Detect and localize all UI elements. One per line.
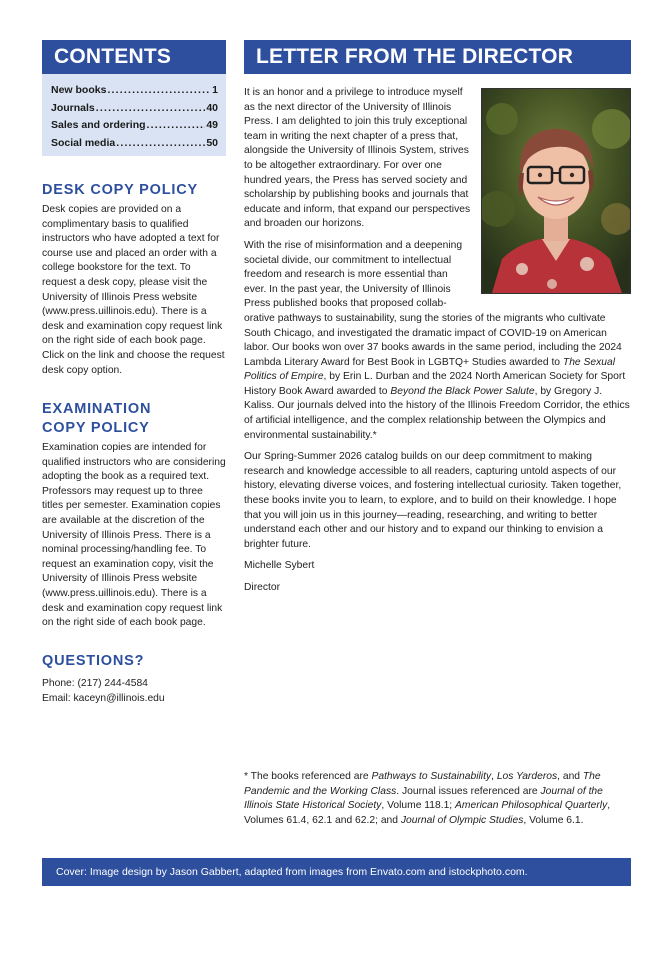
toc-leader-dots (96, 100, 206, 118)
text-run: orative pathways to sustainability, sung the stories of the migrants who cultivate South Chicago, and investigated the dramatic impact of COVID-19 on American labor. Our books won over 37 books awards in the same period, including the 2024 Lambda Literary Award for Best Book in LGBTQ+ Studies awarded to (244, 312, 622, 368)
toc-item-label: New books (51, 84, 107, 96)
toc-leader-dots (147, 117, 206, 135)
text-run: , Volume 6.1. (523, 814, 584, 826)
text-run: , and (557, 771, 583, 782)
letter-paragraph-2 (244, 239, 631, 443)
toc-item-page: 40 (206, 101, 218, 114)
letter-paragraph-3: Our Spring-Summer 2026 catalog builds on our deep commitment to making research and knowledge accessible to all readers, capturing untold aspects of our history, elevating diverse voices, and fostering intellectual curiosity. Taken together, these books invite you to learn, to explore, and to build on their knowledge. I hope that you will join us in this journey—reading, researching, and writing to better understand each other and our history and to expand our thinking to envision a brighter future. (244, 451, 622, 550)
text-run: , (491, 771, 497, 782)
toc-item-label: Journals (51, 101, 95, 114)
journal-title: Journal of the Illinois State Historical Society (244, 785, 603, 812)
email-address: Email: kaceyn@illinois.edu (42, 692, 165, 704)
desk-copy-policy-section (42, 181, 226, 378)
journal-title: American Philosophical Quarterly (455, 800, 608, 812)
text-run: , by Erin L. Durban and the 2024 North American Society for Sport History Book Award awarded to (244, 371, 626, 397)
heading-line: COPY POLICY (42, 420, 150, 436)
examination-copy-policy-section (42, 400, 226, 631)
book-title: The Sexual Politics of Empire (244, 356, 615, 383)
book-title: Beyond the Black Power Salute (390, 385, 535, 397)
heading-line: EXAMINATION (42, 401, 152, 417)
contents-heading: CONTENTS (42, 40, 226, 74)
text-run: , Volumes 61.4, 62.1 and 62.2; and (244, 800, 611, 826)
toc-leader-dots (107, 82, 211, 100)
letter-paragraph-2-opening: With the rise of misinformation and a deepening societal divide, our commitment to intellectual freedom and research is more essential than ever. In the past year, the University of Illinois Press published books that proposed collab- (244, 239, 463, 310)
desk-copy-policy-body: Desk copies are provided on a complimentary basis to qualified instructors who have adopted a text for course use and placed an order with a college bookstore for the text. To request a desk copy, please visit the University of Illinois Press website (www.press.uillinois.edu). There is a desk and examination copy request link on the right side of each book page. Click on the link and choose the request desk copy option. (42, 204, 225, 376)
signature-title: Director (244, 582, 281, 593)
contact-info (42, 677, 226, 706)
text-run: , Volume 118.1; (381, 800, 456, 812)
toc-item-journals[interactable] (51, 100, 218, 118)
toc-item-page: 49 (206, 119, 218, 131)
toc-leader-dots (116, 135, 205, 153)
toc-item-page: 1 (212, 84, 218, 96)
book-title: The Pandemic and the Working Class (244, 771, 601, 797)
toc-item-label: Sales and ordering (51, 119, 146, 131)
footnote (244, 770, 631, 828)
examination-copy-policy-heading (42, 400, 226, 438)
phone-number: Phone: (217) 244-4584 (42, 678, 148, 689)
table-of-contents (42, 74, 226, 156)
questions-section (42, 652, 226, 706)
book-title: Los Yarderos (496, 771, 558, 782)
letter-body (244, 86, 631, 603)
questions-heading: QUESTIONS? (42, 653, 145, 669)
journal-title: Journal of Olympic Studies (400, 814, 524, 826)
text-run: * The books referenced are (244, 771, 372, 782)
desk-copy-policy-heading: DESK COPY POLICY (42, 182, 198, 198)
toc-item-sales-and-ordering[interactable] (51, 117, 218, 135)
letter-heading: LETTER FROM THE DIRECTOR (244, 40, 631, 74)
text-run: . Journal issues referenced are (396, 785, 541, 797)
toc-item-label: Social media (51, 136, 116, 149)
toc-item-social-media[interactable] (51, 135, 218, 153)
book-title: Pathways to Sustainability (371, 771, 492, 782)
examination-copy-policy-body: Examination copies are intended for qualified instructors who are considering adopting the book as a required text. Professors may request up to three titles per semester. Examination copies are available at the discretion of the University of Illinois Press. There is a nominal processing/handling fee. To request an examination copy, visit the University of Illinois Press website (www.press.uillinois.edu). There is a desk and examination copy request link on the right side of each book page. (42, 442, 226, 629)
letter-paragraph-1: It is an honor and a privilege to introduce myself as the next director of the University of Illinois Press. I am delighted to join this truly exceptional team in writing the next chapter of a press that, alongside the University of Illinois System, strives to be altogether extraordinary. For over one hundred years, the Press has served society and scholarship by publishing books and journals that educate and inform, that expand our perspectives and broaden our horizons. (244, 87, 471, 230)
toc-item-new-books[interactable] (51, 82, 218, 100)
toc-item-page: 50 (206, 136, 218, 149)
text-run: , by Gregory J. Kaliss. Our journals delved into the history of the Illinois Freedom Corridor, the ethics of artificial intelligence, and the complex relationship between the Olympics and environmental sustainability.* (244, 385, 630, 441)
cover-credit-bar: Cover: Image design by Jason Gabbert, adapted from images from Envato.com and istockphoto.com. (42, 858, 631, 886)
signature-name: Michelle Sybert (244, 560, 315, 572)
